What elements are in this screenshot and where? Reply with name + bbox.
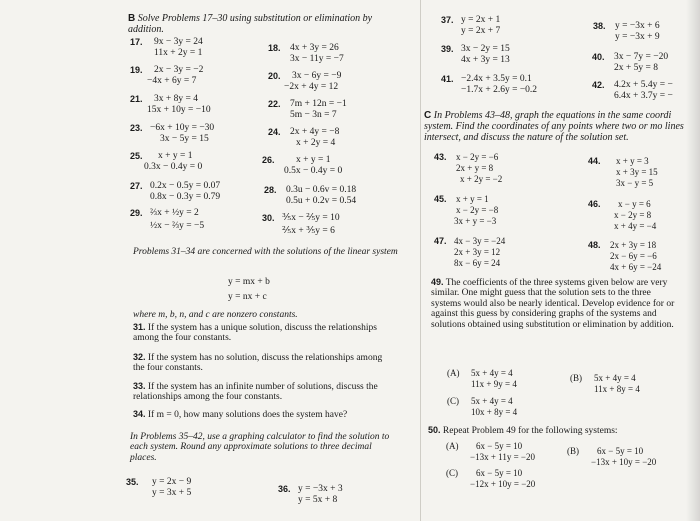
problem-17: 17. 9x − 3y = 24 11x + 2y = 1: [130, 37, 203, 58]
problem-45: 45. x + y = 1 x − 2y = −8 3x + y = −3: [434, 194, 499, 226]
section-b-instruction: [128, 13, 398, 35]
problem-26: 26. x + y = 1 0.5x − 0.4y = 0: [262, 155, 343, 176]
section-c-text: In Problems 43–48, graph the equations in the same coordi system. Find the coordinates of any points where two or mo lines intersect, and discuss the nature of the solution set.: [424, 110, 684, 143]
problem-30: 30. ⅗x − ⅖y = 10 ⅖x + ⅗y = 6: [262, 213, 340, 236]
problem-49: 49. The coefficients of the three systems given below are very similar. One might guess that the solution sets to the three systems would also be nearly identical. Develop evidence for or against this guess by considering graphs of the systems and solutions obtained using substitution or elimination by addition.: [431, 277, 675, 330]
linear-eq-1: y = mx + b: [228, 277, 270, 287]
problem-21: 21. 3x + 8y = 4 15x + 10y = −10: [130, 94, 211, 115]
problem-40: 40. 3x − 7y = −20 2x + 5y = 8: [592, 52, 669, 73]
problem-37: 37. y = 2x + 1 y = 2x + 7: [441, 15, 501, 36]
problem-32: 32. If the system has no solution, discuss the relationships among the four constants.: [133, 352, 383, 374]
problem-50-b: (B) 6x − 5y = 10 −13x + 10y = −20: [567, 446, 657, 467]
problem-33: 33. If the system has an infinite number of solutions, discuss the relationships among the four constants.: [133, 381, 378, 403]
problem-31: 31. If the system has a unique solution, discuss the relationships among the four constants.: [133, 322, 377, 344]
problem-20: 20. 3x − 6y = −9 −2x + 4y = 12: [268, 71, 342, 92]
problem-29: 29. ⅔x + ½y = 2 ½x − ⅔y = −5: [130, 208, 205, 231]
linear-system-intro: Problems 31–34 are concerned with the solutions of the linear system: [133, 247, 398, 257]
linear-where: where m, b, n, and c are nonzero constants.: [133, 310, 298, 320]
page-edge-shadow: [686, 0, 700, 521]
problem-49-a: (A) 5x + 4y = 4 11x + 9y = 4: [447, 368, 517, 389]
problem-46: 46. x − y = 6 x − 2y = 8 x + 4y = −4: [588, 199, 657, 231]
problem-50: 50. Repeat Problem 49 for the following systems:: [428, 425, 618, 436]
problem-48: 48. 2x + 3y = 18 2x − 6y = −6 4x + 6y = −24: [588, 240, 662, 272]
problem-24: 24. 2x + 4y = −8 x + 2y = 4: [268, 127, 340, 148]
problem-28: 28. 0.3u − 0.6v = 0.18 0.5u + 0.2v = 0.54: [264, 185, 357, 206]
problem-49-c: (C) 5x + 4y = 4 10x + 8y = 4: [447, 396, 518, 417]
linear-eq-2: y = nx + c: [228, 292, 267, 302]
problem-39: 39. 3x − 2y = 15 4x + 3y = 13: [441, 44, 510, 65]
problem-36: 36. y = −3x + 3 y = 5x + 8: [278, 484, 343, 505]
problem-34: 34. If m = 0, how many solutions does the system have?: [133, 409, 348, 420]
problem-18: 18. 4x + 3y = 26 3x − 11y = −7: [268, 43, 344, 64]
problem-44: 44. x + y = 3 x + 3y = 15 3x − y = 5: [588, 156, 658, 188]
problem-42: 42. 4.2x + 5.4y = − 6.4x + 3.7y = −: [592, 80, 673, 101]
problem-50-a: (A) 6x − 5y = 10 −13x + 11y = −20: [446, 441, 535, 462]
problem-23: 23. −6x + 10y = −30 3x − 5y = 15: [130, 123, 215, 144]
problem-50-c: (C) 6x − 5y = 10 −12x + 10y = −20: [446, 468, 536, 489]
column-divider: [420, 0, 421, 521]
problem-38: 38. y = −3x + 6 y = −3x + 9: [593, 21, 660, 42]
section-b-text: Solve Problems 17–30 using substitution or elimination by addition.: [128, 13, 373, 35]
problem-49-b: (B) 5x + 4y = 4 11x + 8y = 4: [570, 373, 640, 394]
problem-43: 43. x − 2y = −6 2x + y = 8 x + 2y = −2: [434, 152, 503, 184]
section-c-label: C: [424, 110, 432, 121]
calc-intro: In Problems 35–42, use a graphing calculator to find the solution to each system. Round any approximate solutions to three decimal places.: [130, 432, 390, 463]
section-c-instruction: [424, 110, 694, 143]
problem-19: 19. 2x − 3y = −2 −4x + 6y = 7: [130, 65, 204, 86]
problem-41: 41. −2.4x + 3.5y = 0.1 −1.7x + 2.6y = −0.2: [441, 74, 538, 95]
problem-27: 27. 0.2x − 0.5y = 0.07 0.8x − 0.3y = 0.79: [130, 181, 221, 202]
problem-35: 35. y = 2x − 9 y = 3x + 5: [126, 477, 192, 498]
problem-22: 22. 7m + 12n = −1 5m − 3n = 7: [268, 99, 347, 120]
problem-25: 25. x + y = 1 0.3x − 0.4y = 0: [130, 151, 203, 172]
problem-47: 47. 4x − 3y = −24 2x + 3y = 12 8x − 6y = 24: [434, 236, 506, 268]
section-b-label: B: [128, 13, 136, 24]
